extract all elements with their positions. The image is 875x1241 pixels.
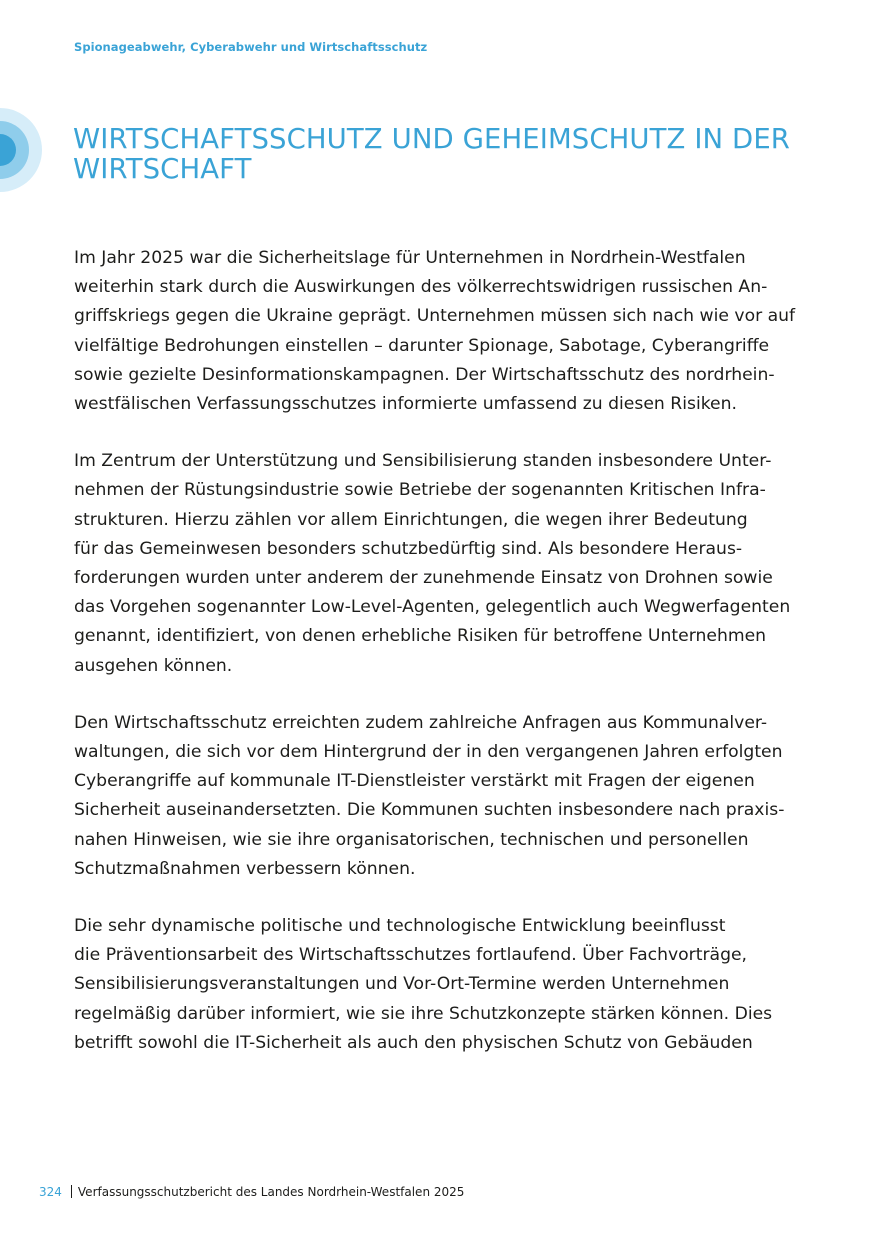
text-line: westfälischen Verfassungsschutzes informierte umfassend zu diesen Risiken. bbox=[74, 394, 737, 415]
text-line: forderungen wurden unter anderem der zunehmende Einsatz von Drohnen sowie bbox=[74, 568, 773, 589]
chapter-title: WIRTSCHAFTSSCHUTZ UND GEHEIMSCHUTZ IN DER WIRTSCHAFT bbox=[73, 123, 791, 185]
body-text bbox=[74, 244, 814, 1086]
text-line: Sicherheit auseinandersetzten. Die Kommunen suchten insbesondere nach praxis- bbox=[74, 800, 785, 821]
text-line: weiterhin stark durch die Auswirkungen des völkerrechtswidrigen russischen An- bbox=[74, 277, 768, 298]
text-line: Die sehr dynamische politische und technologische Entwicklung beeinflusst bbox=[74, 916, 726, 937]
publication-title: Verfassungsschutzbericht des Landes Nordrhein-Westfalen 2025 bbox=[77, 1185, 465, 1199]
text-line: regelmäßig darüber informiert, wie sie ihre Schutzkonzepte stärken können. Dies bbox=[74, 1003, 773, 1024]
text-line: vielfältige Bedrohungen einstellen – darunter Spionage, Sabotage, Cyberangriffe bbox=[74, 335, 770, 356]
paragraph bbox=[74, 447, 814, 681]
footer-divider bbox=[71, 1185, 72, 1198]
running-header: Spionageabwehr, Cyberabwehr und Wirtschaftsschutz bbox=[74, 40, 428, 54]
text-line: die Präventionsarbeit des Wirtschaftsschutzes fortlaufend. Über Fachvorträge, bbox=[74, 945, 748, 966]
text-line: für das Gemeinwesen besonders schutzbedürftig sind. Als besondere Heraus- bbox=[74, 538, 743, 559]
text-line: Im Jahr 2025 war die Sicherheitslage für Unternehmen in Nordrhein-Westfalen bbox=[74, 248, 746, 268]
paragraph bbox=[74, 244, 814, 419]
text-line: das Vorgehen sogenannter Low-Level-Agenten, gelegentlich auch Wegwerfagenten bbox=[74, 597, 791, 618]
paragraph bbox=[74, 709, 814, 884]
text-line: Im Zentrum der Unterstützung und Sensibilisierung standen insbesondere Unter- bbox=[74, 451, 772, 472]
text-line: sowie gezielte Desinformationskampagnen. Der Wirtschaftsschutz des nordrhein- bbox=[74, 364, 775, 385]
text-line: Den Wirtschaftsschutz erreichten zudem zahlreiche Anfragen aus Kommunalver- bbox=[74, 712, 768, 733]
concentric-circles-icon bbox=[0, 106, 44, 194]
text-line: griffskriegs gegen die Ukraine geprägt. Unternehmen müssen sich nach wie vor auf bbox=[74, 306, 796, 327]
text-line: ausgehen können. bbox=[74, 655, 233, 676]
text-line: betrifft sowohl die IT-Sicherheit als auch den physischen Schutz von Gebäuden bbox=[74, 1032, 753, 1053]
paragraph bbox=[74, 912, 814, 1058]
page-number: 324 bbox=[39, 1185, 62, 1199]
text-line: nahen Hinweisen, wie sie ihre organisatorischen, technischen und personellen bbox=[74, 829, 749, 850]
text-line: genannt, identifiziert, von denen erhebliche Risiken für betroffene Unternehmen bbox=[74, 626, 767, 647]
text-line: strukturen. Hierzu zählen vor allem Einrichtungen, die wegen ihrer Bedeutung bbox=[74, 509, 748, 530]
text-line: Schutzmaßnahmen verbessern können. bbox=[74, 858, 416, 879]
text-line: Cyberangriffe auf kommunale IT-Dienstleister verstärkt mit Fragen der eigenen bbox=[74, 771, 755, 792]
text-line: waltungen, die sich vor dem Hintergrund der in den vergangenen Jahren erfolgten bbox=[74, 742, 783, 763]
text-line: nehmen der Rüstungsindustrie sowie Betriebe der sogenannten Kritischen Infra- bbox=[74, 480, 766, 501]
text-line: Sensibilisierungsveranstaltungen und Vor-Ort-Termine werden Unternehmen bbox=[74, 974, 730, 995]
page-footer bbox=[39, 1185, 464, 1199]
